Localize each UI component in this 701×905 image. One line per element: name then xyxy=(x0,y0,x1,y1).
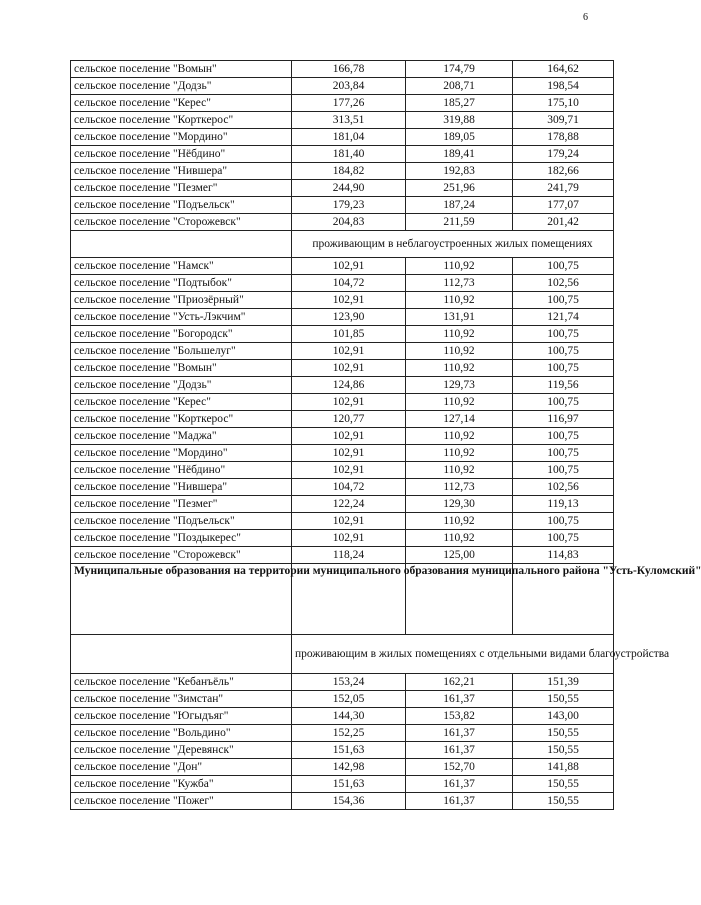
value-cell-3: 151,39 xyxy=(513,674,614,691)
settlement-name-cell: сельское поселение "Мордино" xyxy=(71,445,292,462)
value-cell-3: 100,75 xyxy=(513,445,614,462)
value-cell-1: 101,85 xyxy=(292,326,406,343)
value-cell-1: 124,86 xyxy=(292,377,406,394)
settlement-name-cell: сельское поселение "Нёбдино" xyxy=(71,462,292,479)
value-cell-1: 152,25 xyxy=(292,725,406,742)
value-cell-3: 175,10 xyxy=(513,95,614,112)
value-cell-2: 110,92 xyxy=(406,462,513,479)
table-row xyxy=(71,691,614,708)
value-cell-1: 153,24 xyxy=(292,674,406,691)
page-number: 6 xyxy=(583,12,588,23)
table-row xyxy=(71,214,614,231)
value-cell-3: 141,88 xyxy=(513,759,614,776)
value-cell-2: 110,92 xyxy=(406,394,513,411)
value-cell-2: 192,83 xyxy=(406,163,513,180)
value-cell-2: 161,37 xyxy=(406,776,513,793)
value-cell-2: 110,92 xyxy=(406,513,513,530)
settlement-name-cell: сельское поселение "Маджа" xyxy=(71,428,292,445)
value-cell-2: 162,21 xyxy=(406,674,513,691)
settlement-name-cell: сельское поселение "Нёбдино" xyxy=(71,146,292,163)
municipality-row xyxy=(71,564,614,635)
value-cell-3: 150,55 xyxy=(513,776,614,793)
value-cell-2: 161,37 xyxy=(406,691,513,708)
value-cell-1: 151,63 xyxy=(292,742,406,759)
empty-cell xyxy=(71,635,292,674)
settlement-name-cell: сельское поселение "Большелуг" xyxy=(71,343,292,360)
value-cell-3: 100,75 xyxy=(513,513,614,530)
value-cell-3: 100,75 xyxy=(513,326,614,343)
value-cell-3: 309,71 xyxy=(513,112,614,129)
value-cell-1: 181,04 xyxy=(292,129,406,146)
settlement-name-cell: сельское поселение "Пезмег" xyxy=(71,496,292,513)
value-cell-2: 110,92 xyxy=(406,360,513,377)
table-row xyxy=(71,547,614,564)
value-cell-1: 166,78 xyxy=(292,61,406,78)
table-row xyxy=(71,78,614,95)
value-cell-3: 100,75 xyxy=(513,462,614,479)
value-cell-1: 102,91 xyxy=(292,530,406,547)
table-row xyxy=(71,725,614,742)
settlement-name-cell: сельское поселение "Додзь" xyxy=(71,78,292,95)
table-row xyxy=(71,258,614,275)
section-row xyxy=(71,635,614,674)
table-row xyxy=(71,129,614,146)
table-block-2 xyxy=(71,258,614,564)
municipality-header xyxy=(71,564,701,674)
value-cell-1: 144,30 xyxy=(292,708,406,725)
value-cell-2: 129,30 xyxy=(406,496,513,513)
value-cell-2: 153,82 xyxy=(406,708,513,725)
value-cell-1: 152,05 xyxy=(292,691,406,708)
settlement-name-cell: сельское поселение "Сторожевск" xyxy=(71,214,292,231)
value-cell-1: 123,90 xyxy=(292,309,406,326)
table-row xyxy=(71,197,614,214)
settlement-name-cell: сельское поселение "Керес" xyxy=(71,95,292,112)
value-cell-1: 181,40 xyxy=(292,146,406,163)
section-title: проживающим в неблагоустроенных жилых помещениях xyxy=(292,231,614,258)
table-row xyxy=(71,292,614,309)
value-cell-1: 244,90 xyxy=(292,180,406,197)
settlement-name-cell: сельское поселение "Нившера" xyxy=(71,479,292,496)
table-block-3 xyxy=(71,674,614,810)
table-row xyxy=(71,513,614,530)
value-cell-1: 102,91 xyxy=(292,343,406,360)
value-cell-1: 102,91 xyxy=(292,394,406,411)
value-cell-2: 187,24 xyxy=(406,197,513,214)
value-cell-1: 104,72 xyxy=(292,479,406,496)
settlement-name-cell: сельское поселение "Пожег" xyxy=(71,793,292,810)
value-cell-1: 102,91 xyxy=(292,292,406,309)
value-cell-2: 112,73 xyxy=(406,479,513,496)
value-cell-1: 179,23 xyxy=(292,197,406,214)
value-cell-3: 150,55 xyxy=(513,725,614,742)
settlement-name-cell: сельское поселение "Намск" xyxy=(71,258,292,275)
value-cell-3: 102,56 xyxy=(513,479,614,496)
value-cell-1: 102,91 xyxy=(292,513,406,530)
tariff-table xyxy=(70,60,701,810)
value-cell-2: 110,92 xyxy=(406,258,513,275)
value-cell-1: 151,63 xyxy=(292,776,406,793)
settlement-name-cell: сельское поселение "Кужба" xyxy=(71,776,292,793)
value-cell-3: 198,54 xyxy=(513,78,614,95)
value-cell-3: 179,24 xyxy=(513,146,614,163)
settlement-name-cell: сельское поселение "Корткерос" xyxy=(71,411,292,428)
value-cell-3: 100,75 xyxy=(513,258,614,275)
value-cell-1: 204,83 xyxy=(292,214,406,231)
value-cell-3: 114,83 xyxy=(513,547,614,564)
value-cell-1: 102,91 xyxy=(292,428,406,445)
value-cell-3: 100,75 xyxy=(513,428,614,445)
value-cell-3: 182,66 xyxy=(513,163,614,180)
value-cell-2: 185,27 xyxy=(406,95,513,112)
table-row xyxy=(71,360,614,377)
value-cell-2: 208,71 xyxy=(406,78,513,95)
table-row xyxy=(71,146,614,163)
value-cell-2: 161,37 xyxy=(406,793,513,810)
value-cell-2: 189,05 xyxy=(406,129,513,146)
value-cell-3: 100,75 xyxy=(513,343,614,360)
value-cell-3: 102,56 xyxy=(513,275,614,292)
value-cell-3: 150,55 xyxy=(513,691,614,708)
value-cell-1: 118,24 xyxy=(292,547,406,564)
value-cell-1: 177,26 xyxy=(292,95,406,112)
table-row xyxy=(71,462,614,479)
section-row xyxy=(71,231,614,258)
table-row xyxy=(71,479,614,496)
settlement-name-cell: сельское поселение "Додзь" xyxy=(71,377,292,394)
value-cell-2: 110,92 xyxy=(406,445,513,462)
value-cell-3: 241,79 xyxy=(513,180,614,197)
table-row xyxy=(71,180,614,197)
table-row xyxy=(71,394,614,411)
table-row xyxy=(71,759,614,776)
table-row xyxy=(71,61,614,78)
value-cell-3: 143,00 xyxy=(513,708,614,725)
value-cell-2: 112,73 xyxy=(406,275,513,292)
value-cell-3: 201,42 xyxy=(513,214,614,231)
value-cell-3: 116,97 xyxy=(513,411,614,428)
value-cell-2: 319,88 xyxy=(406,112,513,129)
value-cell-3: 121,74 xyxy=(513,309,614,326)
table-row xyxy=(71,496,614,513)
value-cell-2: 152,70 xyxy=(406,759,513,776)
value-cell-3: 100,75 xyxy=(513,394,614,411)
table-row xyxy=(71,530,614,547)
value-cell-3: 150,55 xyxy=(513,742,614,759)
table-row xyxy=(71,793,614,810)
section-header-1 xyxy=(71,231,614,258)
settlement-name-cell: сельское поселение "Богородск" xyxy=(71,326,292,343)
value-cell-3: 119,13 xyxy=(513,496,614,513)
settlement-name-cell: сельское поселение "Вомын" xyxy=(71,61,292,78)
value-cell-2: 110,92 xyxy=(406,530,513,547)
table-row xyxy=(71,428,614,445)
settlement-name-cell: сельское поселение "Подъельск" xyxy=(71,197,292,214)
table-block-1 xyxy=(71,61,614,231)
value-cell-1: 313,51 xyxy=(292,112,406,129)
table-row xyxy=(71,326,614,343)
settlement-name-cell: сельское поселение "Корткерос" xyxy=(71,112,292,129)
table-row xyxy=(71,776,614,793)
value-cell-3: 178,88 xyxy=(513,129,614,146)
value-cell-2: 129,73 xyxy=(406,377,513,394)
value-cell-3: 100,75 xyxy=(513,360,614,377)
settlement-name-cell: сельское поселение "Приозёрный" xyxy=(71,292,292,309)
settlement-name-cell: сельское поселение "Вольдино" xyxy=(71,725,292,742)
value-cell-1: 102,91 xyxy=(292,462,406,479)
table-row xyxy=(71,411,614,428)
table-row xyxy=(71,742,614,759)
value-cell-1: 102,91 xyxy=(292,360,406,377)
settlement-name-cell: сельское поселение "Подъельск" xyxy=(71,513,292,530)
value-cell-1: 184,82 xyxy=(292,163,406,180)
empty-cell xyxy=(71,231,292,258)
settlement-name-cell: сельское поселение "Усть-Лэкчим" xyxy=(71,309,292,326)
value-cell-2: 251,96 xyxy=(406,180,513,197)
table-row xyxy=(71,674,614,691)
table-row xyxy=(71,112,614,129)
value-cell-1: 120,77 xyxy=(292,411,406,428)
table-row xyxy=(71,445,614,462)
value-cell-3: 119,56 xyxy=(513,377,614,394)
table-row xyxy=(71,343,614,360)
section-title: проживающим в жилых помещениях с отдельными видами благоустройства xyxy=(292,635,614,674)
value-cell-2: 161,37 xyxy=(406,742,513,759)
settlement-name-cell: сельское поселение "Югыдъяг" xyxy=(71,708,292,725)
value-cell-2: 125,00 xyxy=(406,547,513,564)
value-cell-3: 164,62 xyxy=(513,61,614,78)
value-cell-2: 161,37 xyxy=(406,725,513,742)
settlement-name-cell: сельское поселение "Пезмег" xyxy=(71,180,292,197)
table-row xyxy=(71,275,614,292)
value-cell-2: 110,92 xyxy=(406,326,513,343)
table-row xyxy=(71,377,614,394)
value-cell-2: 189,41 xyxy=(406,146,513,163)
value-cell-3: 100,75 xyxy=(513,530,614,547)
value-cell-1: 203,84 xyxy=(292,78,406,95)
table-row xyxy=(71,309,614,326)
settlement-name-cell: сельское поселение "Керес" xyxy=(71,394,292,411)
value-cell-3: 100,75 xyxy=(513,292,614,309)
value-cell-2: 110,92 xyxy=(406,428,513,445)
settlement-name-cell: сельское поселение "Зимстан" xyxy=(71,691,292,708)
settlement-name-cell: сельское поселение "Кебанъёль" xyxy=(71,674,292,691)
value-cell-2: 110,92 xyxy=(406,292,513,309)
value-cell-2: 131,91 xyxy=(406,309,513,326)
settlement-name-cell: сельское поселение "Сторожевск" xyxy=(71,547,292,564)
municipality-title: Муниципальные образования на территории муниципального образования муниципального района "Усть-Куломский" xyxy=(71,564,292,635)
value-cell-1: 104,72 xyxy=(292,275,406,292)
settlement-name-cell: сельское поселение "Мордино" xyxy=(71,129,292,146)
table-row xyxy=(71,95,614,112)
value-cell-1: 122,24 xyxy=(292,496,406,513)
value-cell-2: 174,79 xyxy=(406,61,513,78)
settlement-name-cell: сельское поселение "Подтыбок" xyxy=(71,275,292,292)
value-cell-1: 142,98 xyxy=(292,759,406,776)
value-cell-1: 102,91 xyxy=(292,445,406,462)
settlement-name-cell: сельское поселение "Деревянск" xyxy=(71,742,292,759)
value-cell-3: 177,07 xyxy=(513,197,614,214)
value-cell-2: 110,92 xyxy=(406,343,513,360)
value-cell-1: 154,36 xyxy=(292,793,406,810)
table-row xyxy=(71,163,614,180)
value-cell-2: 211,59 xyxy=(406,214,513,231)
settlement-name-cell: сельское поселение "Нившера" xyxy=(71,163,292,180)
settlement-name-cell: сельское поселение "Вомын" xyxy=(71,360,292,377)
value-cell-2: 127,14 xyxy=(406,411,513,428)
value-cell-1: 102,91 xyxy=(292,258,406,275)
settlement-name-cell: сельское поселение "Поздыкерес" xyxy=(71,530,292,547)
settlement-name-cell: сельское поселение "Дон" xyxy=(71,759,292,776)
table-row xyxy=(71,708,614,725)
value-cell-3: 150,55 xyxy=(513,793,614,810)
